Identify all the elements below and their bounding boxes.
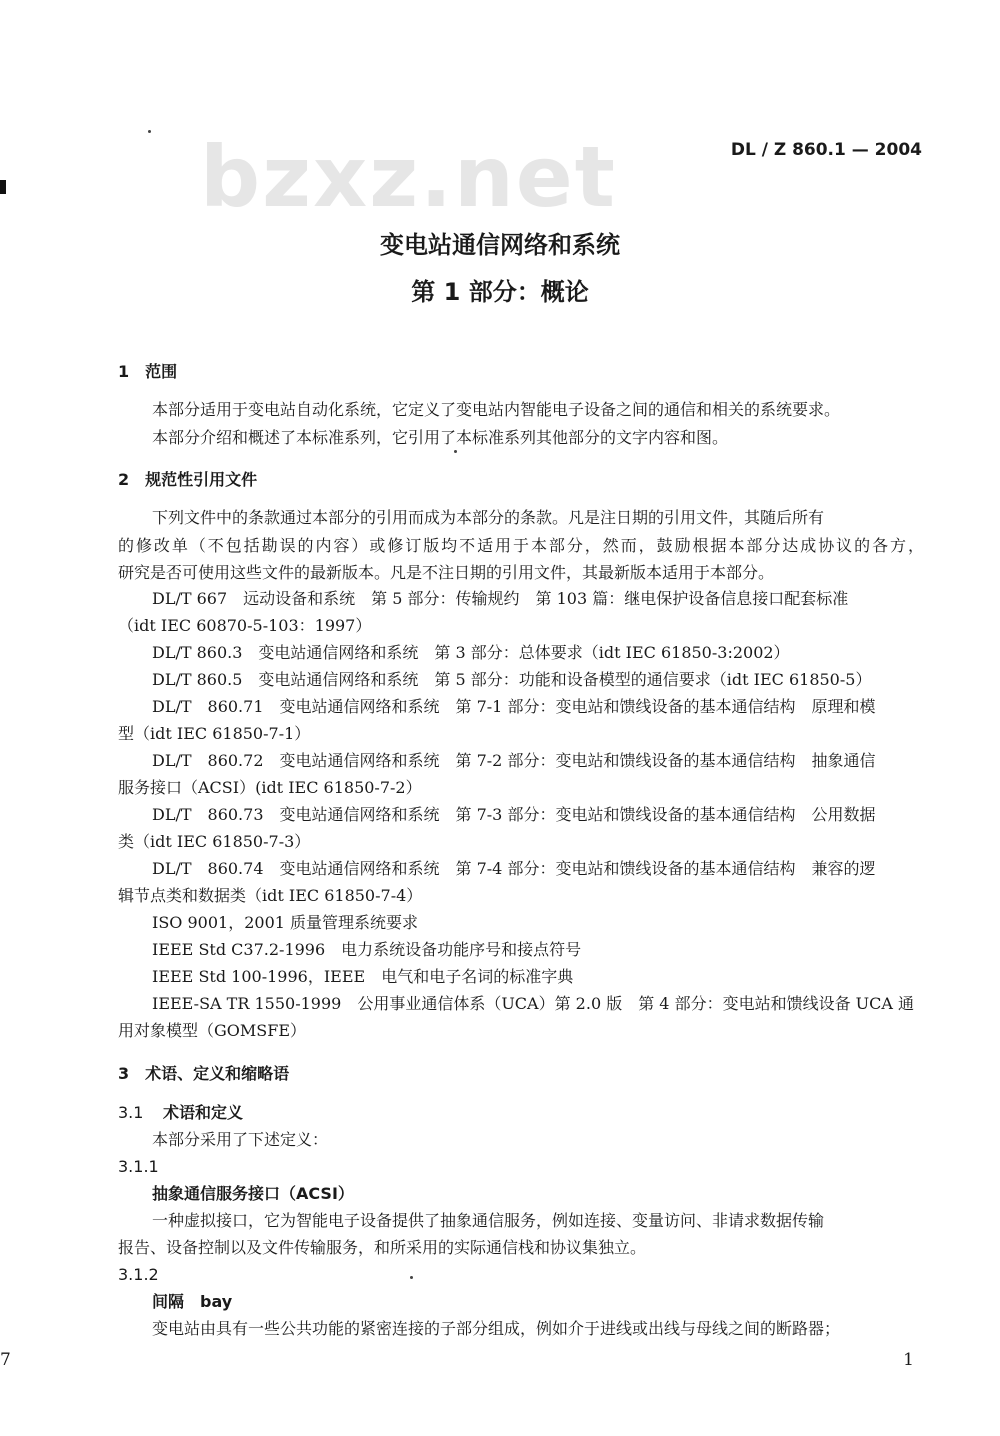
section-2-intro-line-2: 的修改单（不包括勘误的内容）或修订版均不适用于本部分，然而，鼓励根据本部分达成协议的各方， (118, 536, 924, 555)
section-1-heading: 1 范围 (118, 362, 178, 381)
reference-4-line-2: 型（idt IEC 61850-7-1） (118, 724, 311, 743)
reference-7-line-2: 辑节点类和数据类（idt IEC 61850-7-4） (118, 886, 423, 905)
reference-7-line-1: DL/T 860.74 变电站通信网络和系统 第 7-4 部分：变电站和馈线设备的基本通信结构 兼容的逻 (152, 859, 876, 878)
reference-1-line-2: （idt IEC 60870-5-103：1997） (118, 616, 372, 635)
document-title: 变电站通信网络和系统 (380, 231, 620, 259)
page-number: 1 (903, 1350, 914, 1370)
section-3-1-title: 术语和定义 (163, 1103, 244, 1122)
reference-3: DL/T 860.5 变电站通信网络和系统 第 5 部分：功能和设备模型的通信要求（idt IEC 61850-5） (152, 670, 872, 689)
definition-bay-line-1: 变电站由具有一些公共功能的紧密连接的子部分组成，例如介于进线或出线与母线之间的断路器； (152, 1319, 841, 1338)
reference-8: ISO 9001，2001 质量管理系统要求 (152, 913, 419, 932)
definition-acsi-line-1: 一种虚拟接口，它为智能电子设备提供了抽象通信服务，例如连接、变量访问、非请求数据传输 (152, 1211, 825, 1230)
reference-9: IEEE Std C37.2-1996 电力系统设备功能序号和接点符号 (152, 940, 582, 959)
edge-number: 7 (0, 1350, 11, 1370)
watermark: bzxz.net (200, 128, 617, 226)
reference-4-line-1: DL/T 860.71 变电站通信网络和系统 第 7-1 部分：变电站和馈线设备的基本通信结构 原理和模 (152, 697, 876, 716)
section-3-heading: 3 术语、定义和缩略语 (118, 1064, 290, 1083)
reference-1-line-1: DL/T 667 远动设备和系统 第 5 部分：传输规约 第 103 篇：继电保护设备信息接口配套标准 (152, 589, 849, 608)
section-1-paragraph-1: 本部分适用于变电站自动化系统，它定义了变电站内智能电子设备之间的通信和相关的系统要求。 (152, 400, 841, 419)
scan-speck (148, 130, 151, 133)
document-number: DL / Z 860.1 — 2004 (730, 140, 922, 160)
term-bay: 间隔 bay (152, 1292, 233, 1311)
term-acsi: 抽象通信服务接口（ACSI） (152, 1184, 354, 1203)
section-3-1-1-number: 3.1.1 (118, 1157, 159, 1176)
reference-5-line-1: DL/T 860.72 变电站通信网络和系统 第 7-2 部分：变电站和馈线设备的基本通信结构 抽象通信 (152, 751, 876, 770)
definition-acsi-line-2: 报告、设备控制以及文件传输服务，和所采用的实际通信栈和协议集独立。 (118, 1238, 647, 1257)
reference-10: IEEE Std 100-1996，IEEE 电气和电子名词的标准字典 (152, 967, 574, 986)
scan-speck (454, 450, 457, 453)
section-2-intro-line-3: 研究是否可使用这些文件的最新版本。凡是不注日期的引用文件，其最新版本适用于本部分。 (118, 563, 775, 582)
reference-6-line-1: DL/T 860.73 变电站通信网络和系统 第 7-3 部分：变电站和馈线设备的基本通信结构 公用数据 (152, 805, 876, 824)
section-2-intro-line-1: 下列文件中的条款通过本部分的引用而成为本部分的条款。凡是注日期的引用文件，其随后所有 (152, 508, 825, 527)
scan-edge-mark (0, 180, 6, 194)
reference-11-line-1: IEEE-SA TR 1550-1999 公用事业通信体系（UCA）第 2.0 版 第 4 部分：变电站和馈线设备 UCA 通 (152, 994, 915, 1013)
section-1-paragraph-2: 本部分介绍和概述了本标准系列，它引用了本标准系列其他部分的文字内容和图。 (152, 428, 729, 447)
section-3-1-text: 本部分采用了下述定义： (152, 1130, 329, 1149)
reference-11-line-2: 用对象模型（GOMSFE） (118, 1021, 307, 1040)
document-subtitle: 第 1 部分：概论 (411, 278, 589, 306)
reference-2: DL/T 860.3 变电站通信网络和系统 第 3 部分：总体要求（idt IEC 61850-3:2002） (152, 643, 790, 662)
reference-6-line-2: 类（idt IEC 61850-7-3） (118, 832, 311, 851)
section-2-heading: 2 规范性引用文件 (118, 470, 258, 489)
section-3-1-2-number: 3.1.2 (118, 1265, 159, 1284)
scan-speck (410, 1276, 413, 1279)
section-3-1-number: 3.1 (118, 1103, 144, 1122)
reference-5-line-2: 服务接口（ACSI）(idt IEC 61850-7-2） (118, 778, 422, 797)
